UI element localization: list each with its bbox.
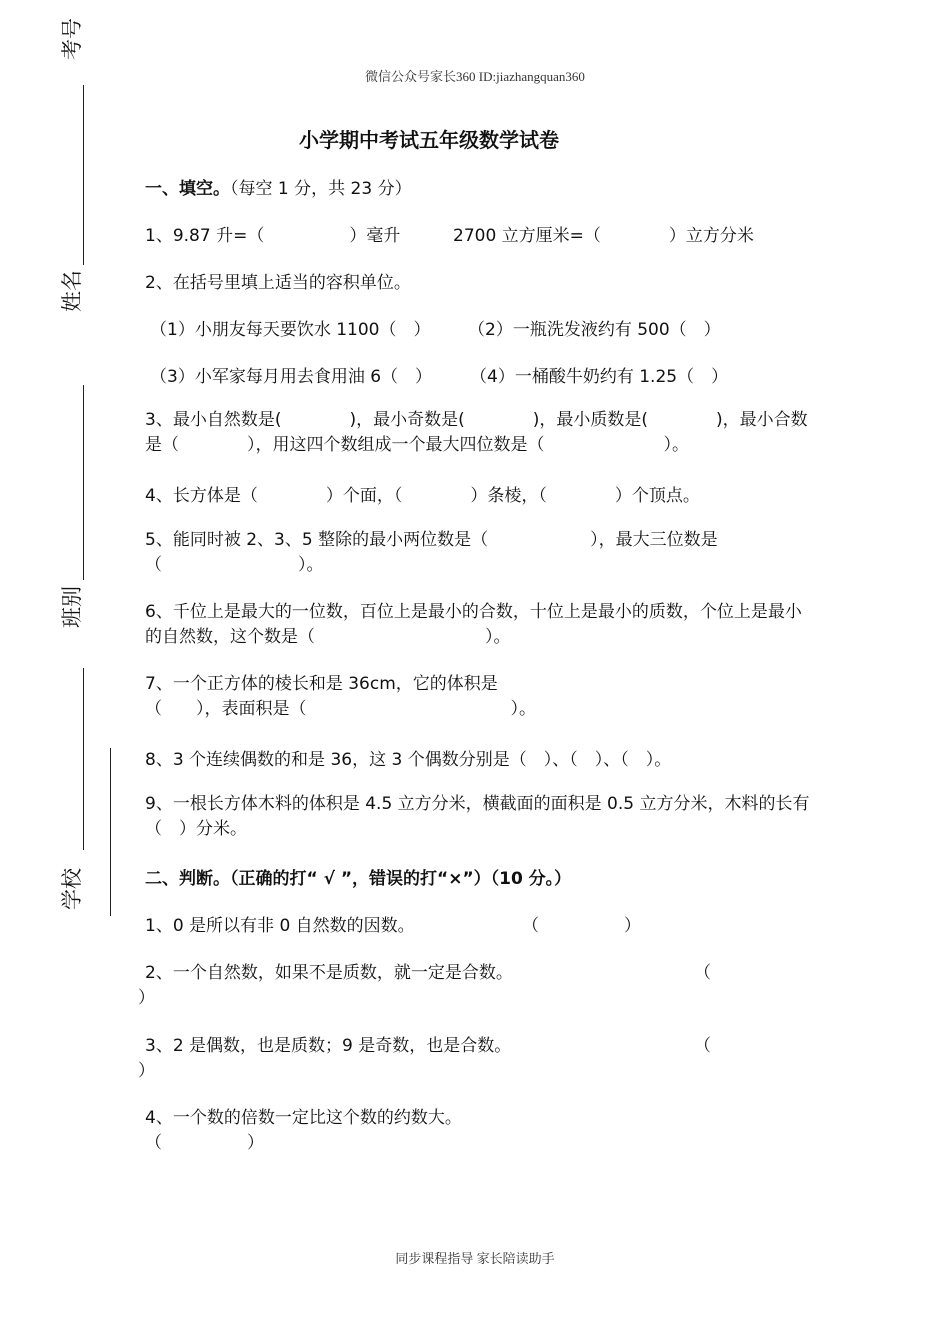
class-line	[83, 668, 84, 850]
question-2-2: （2）一瓶洗发液约有 500（ ）	[468, 320, 721, 340]
school-outer-line	[110, 748, 111, 916]
student-name-line	[83, 385, 84, 580]
judge-1: 1、0 是所以有非 0 自然数的因数。	[145, 916, 415, 936]
judge-3: 3、2 是偶数，也是质数；9 是奇数，也是合数。	[145, 1036, 512, 1056]
section2-heading: 二、判断。（正确的打“ √ ”，错误的打“×”）（10 分。）	[145, 869, 572, 889]
judge-3-open: （	[694, 1036, 711, 1056]
question-2-4: （4）一桶酸牛奶约有 1.25（ ）	[470, 367, 729, 387]
student-name-label: 姓名	[60, 270, 84, 312]
page-footer: 同步课程指导 家长陪读助手	[395, 1251, 555, 1266]
question-2-3: （3）小军家每月用去食用油 6（ ）	[150, 367, 433, 387]
judge-1-answer: （ ）	[522, 916, 641, 936]
section1-heading-text: 一、填空。	[145, 179, 230, 199]
judge-2: 2、一个自然数，如果不是质数，就一定是合数。	[145, 963, 513, 983]
judge-4-answer: （ ）	[145, 1133, 264, 1153]
question-9: 9、一根长方体木料的体积是 4.5 立方分米，横截面的面积是 0.5 立方分米，木料的长有（ ）分米。	[145, 794, 810, 839]
question-7: 7、一个正方体的棱长和是 36cm，它的体积是（ ），表面积是（ ）。	[145, 674, 536, 719]
question-6: 6、千位上是最大的一位数，百位上是最小的合数，十位上是最小的质数，个位上是最小的自然数，这个数是（ ）。	[145, 602, 802, 647]
judge-2-close: ）	[138, 988, 155, 1008]
exam-number-line	[83, 85, 84, 265]
judge-3-close: ）	[138, 1061, 155, 1081]
page-header: 微信公众号家长360 ID:jiazhangquan360	[365, 69, 585, 84]
question-8: 8、3 个连续偶数的和是 36，这 3 个偶数分别是（ ）、（ ）、（ ）。	[145, 750, 672, 770]
question-2-1: （1）小朋友每天要饮水 1100（ ）	[150, 320, 431, 340]
class-label: 班别	[60, 586, 84, 628]
question-1a: 1、9.87 升=（ ）毫升	[145, 226, 401, 246]
question-5: 5、能同时被 2、3、5 整除的最小两位数是（ ），最大三位数是（ ）。	[145, 530, 718, 575]
exam-number-label: 考号	[60, 18, 84, 60]
judge-4: 4、一个数的倍数一定比这个数的约数大。	[145, 1108, 462, 1128]
question-4: 4、长方体是（ ）个面，（ ）条棱，（ ）个顶点。	[145, 486, 700, 506]
school-label: 学校	[60, 868, 84, 910]
question-2: 2、在括号里填上适当的容积单位。	[145, 273, 411, 293]
section1-heading	[145, 174, 412, 199]
question-1b: 2700 立方厘米=（ ）立方分米	[453, 226, 754, 246]
section1-note: （每空 1 分，共 23 分）	[230, 179, 412, 199]
question-3: 3、最小自然数是( )，最小奇数是( )，最小质数是( )，最小合数是（ ），用这四个数组成一个最大四位数是（ ）。	[145, 410, 808, 455]
judge-2-open: （	[694, 963, 711, 983]
exam-title: 小学期中考试五年级数学试卷	[299, 128, 559, 152]
